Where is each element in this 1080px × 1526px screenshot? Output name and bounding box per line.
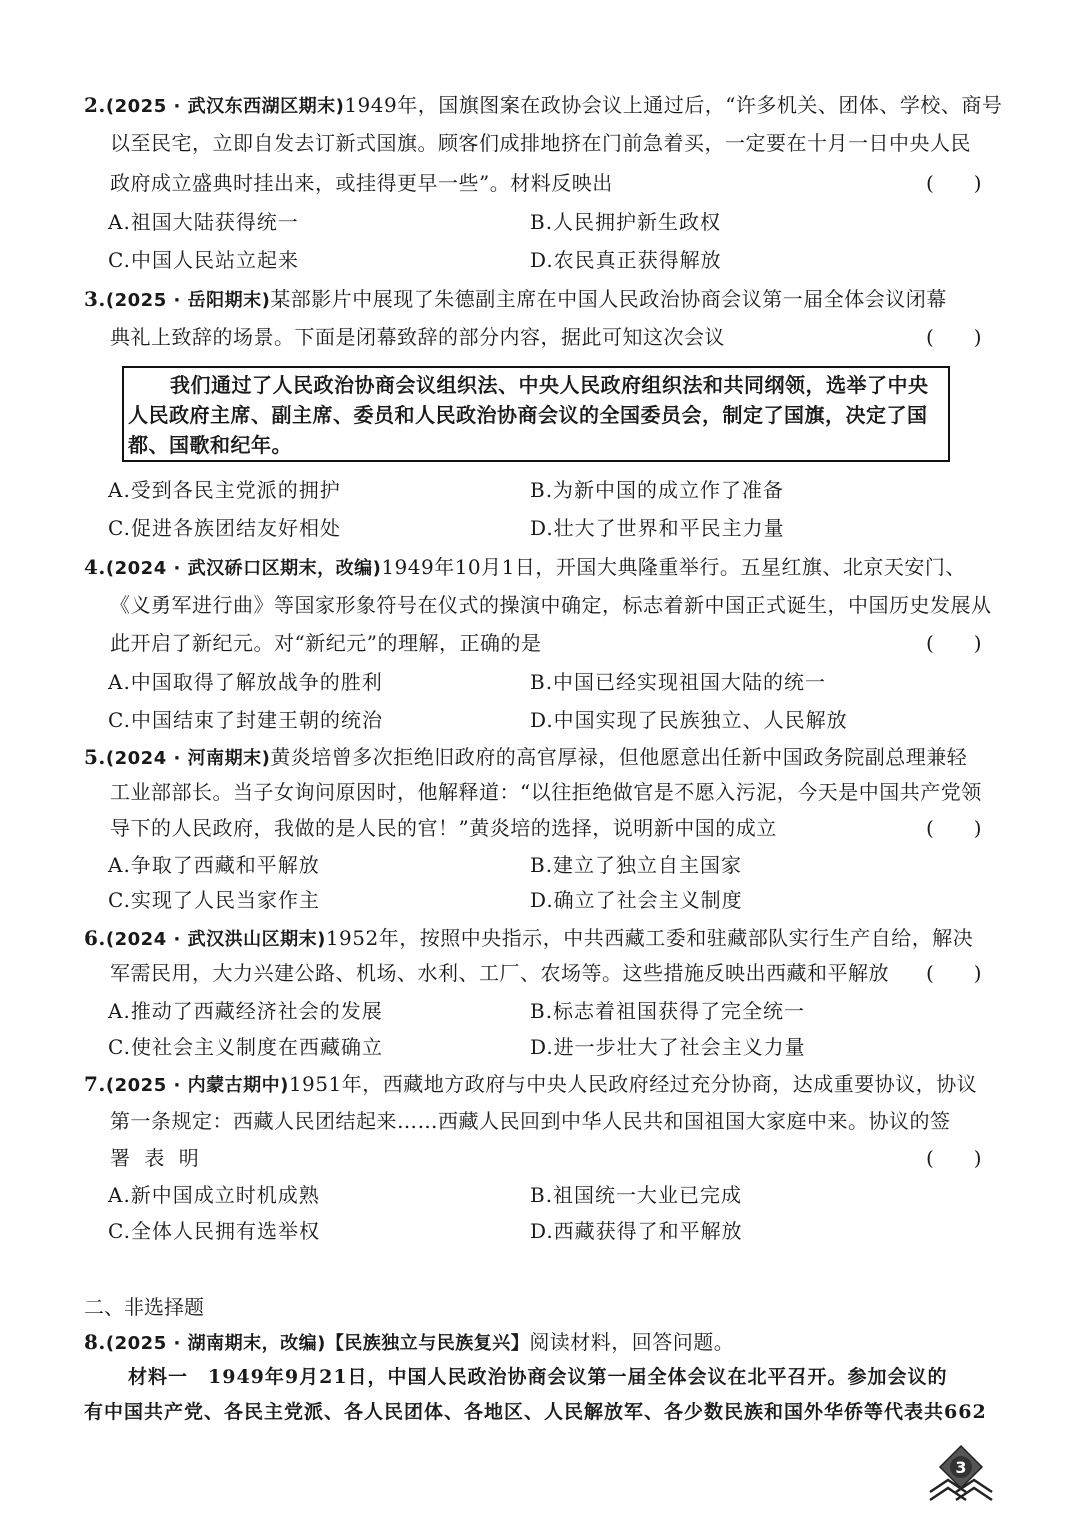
page-number-badge [926, 1440, 996, 1510]
q4-number: 4. [84, 555, 106, 579]
q5-number: 5. [84, 745, 106, 769]
q3-quote-line1: 我们通过了人民政治协商会议组织法、中央人民政府组织法和共同纲领，选举了中央 [170, 373, 929, 397]
q8-topic: 【民族独立与民族复兴】 [325, 1333, 530, 1354]
q8-source: (2025 · 湖南期末，改编) [105, 1333, 326, 1354]
q8-number: 8. [84, 1330, 106, 1354]
q3-line2: 典礼上致辞的场景。下面是闭幕致辞的部分内容，据此可知这次会议 [110, 325, 725, 349]
q7-option-a[interactable]: A.新中国成立时机成熟 [108, 1183, 320, 1207]
q7-option-b[interactable]: B.祖国统一大业已完成 [530, 1183, 743, 1207]
q2-option-c[interactable]: C.中国人民站立起来 [108, 248, 299, 272]
q5-option-b[interactable]: B.建立了独立自主国家 [530, 853, 743, 877]
q2-line1: 2.(2025 · 武汉东西湖区期末)1949年，国旗图案在政协会议上通过后，“许多机关、团体、学校、商号 [84, 93, 1003, 117]
q3-answer-blank[interactable]: ( ) [926, 325, 982, 349]
q5-line1: 5.(2024 · 河南期末)黄炎培曾多次拒绝旧政府的高官厚禄，但他愿意出任新中国政务院副总理兼轻 [84, 745, 968, 769]
q4-option-a[interactable]: A.中国取得了解放战争的胜利 [108, 670, 383, 694]
q7-line3: 署 表 明 [110, 1146, 203, 1170]
q5-option-a[interactable]: A.争取了西藏和平解放 [108, 853, 320, 877]
q4-line3: 此开启了新纪元。对“新纪元”的理解，正确的是 [110, 631, 542, 655]
q8-material1-line2: 有中国共产党、各民主党派、各人民团体、各地区、人民解放军、各少数民族和国外华侨等代表共662 [84, 1401, 987, 1423]
q4-option-b[interactable]: B.中国已经实现祖国大陆的统一 [530, 670, 827, 694]
q3-line1: 3.(2025 · 岳阳期末)某部影片中展现了朱德副主席在中国人民政治协商会议第一届全体会议闭幕 [84, 287, 947, 311]
q3-quote-line2: 人民政府主席、副主席、委员和人民政治协商会议的全国委员会，制定了国旗，决定了国 [128, 403, 928, 427]
q7-option-d[interactable]: D.西藏获得了和平解放 [530, 1219, 743, 1243]
q4-line1: 4.(2024 · 武汉硚口区期末，改编)1949年10月1日，开国大典隆重举行。五星红旗、北京天安门、 [84, 555, 966, 579]
q7-answer-blank[interactable]: ( ) [926, 1146, 982, 1170]
q5-answer-blank[interactable]: ( ) [926, 816, 982, 840]
q2-number: 2. [84, 93, 106, 117]
q8-line1: 8.(2025 · 湖南期末，改编)【民族独立与民族复兴】阅读材料，回答问题。 [84, 1330, 735, 1354]
q6-number: 6. [84, 926, 106, 950]
q2-source: (2025 · 武汉东西湖区期末) [105, 96, 345, 117]
q3-option-d[interactable]: D.壮大了世界和平民主力量 [530, 516, 785, 540]
q5-source: (2024 · 河南期末) [105, 748, 271, 769]
q2-line2: 以至民宅，立即自发去订新式国旗。顾客们成排地挤在门前急着买，一定要在十月一日中央人民 [110, 131, 971, 155]
q5-option-c[interactable]: C.实现了人民当家作主 [108, 888, 320, 912]
q3-number: 3. [84, 287, 106, 311]
q6-option-c[interactable]: C.使社会主义制度在西藏确立 [108, 1035, 383, 1059]
q5-option-d[interactable]: D.确立了社会主义制度 [530, 888, 743, 912]
q6-answer-blank[interactable]: ( ) [926, 961, 982, 985]
q6-option-d[interactable]: D.进一步壮大了社会主义力量 [530, 1035, 806, 1059]
q8-material1-line1: 材料一 1949年9月21日，中国人民政治协商会议第一届全体会议在北平召开。参加会议的 [128, 1366, 948, 1388]
q6-option-a[interactable]: A.推动了西藏经济社会的发展 [108, 999, 383, 1023]
q5-line2: 工业部部长。当子女询问原因时，他解释道：“以往拒绝做官是不愿入污泥，今天是中国共产党领 [110, 780, 982, 804]
q3-source: (2025 · 岳阳期末) [105, 290, 271, 311]
section-heading: 二、非选择题 [84, 1295, 204, 1319]
q4-source: (2024 · 武汉硚口区期末，改编) [105, 558, 382, 579]
q4-option-c[interactable]: C.中国结束了封建王朝的统治 [108, 708, 383, 732]
q7-source: (2025 · 内蒙古期中) [105, 1075, 289, 1096]
q3-option-a[interactable]: A.受到各民主党派的拥护 [108, 478, 341, 502]
page-number: 3 [955, 1458, 967, 1477]
q7-line2: 第一条规定：西藏人民团结起来……西藏人民回到中华人民共和国祖国大家庭中来。协议的签 [110, 1109, 951, 1133]
q7-option-c[interactable]: C.全体人民拥有选举权 [108, 1219, 320, 1243]
q3-option-b[interactable]: B.为新中国的成立作了准备 [530, 478, 785, 502]
q3-quote-line3: 都、国歌和纪年。 [128, 433, 292, 457]
q3-option-c[interactable]: C.促进各族团结友好相处 [108, 516, 341, 540]
q2-option-d[interactable]: D.农民真正获得解放 [530, 248, 722, 272]
q4-line2: 《义勇军进行曲》等国家形象符号在仪式的操演中确定，标志着新中国正式诞生，中国历史发展从 [110, 593, 992, 617]
q6-line1: 6.(2024 · 武汉洪山区期末)1952年，按照中央指示，中共西藏工委和驻藏部队实行生产自给，解决 [84, 926, 974, 950]
q7-line1: 7.(2025 · 内蒙古期中)1951年，西藏地方政府与中央人民政府经过充分协商，达成重要协议，协议 [84, 1072, 978, 1096]
q2-option-a[interactable]: A.祖国大陆获得统一 [108, 210, 299, 234]
q6-source: (2024 · 武汉洪山区期末) [105, 929, 326, 950]
q6-line2: 军需民用，大力兴建公路、机场、水利、工厂、农场等。这些措施反映出西藏和平解放 [110, 961, 889, 985]
q7-number: 7. [84, 1072, 106, 1096]
q5-line3: 导下的人民政府，我做的是人民的官！”黄炎培的选择，说明新中国的成立 [110, 816, 777, 840]
q4-option-d[interactable]: D.中国实现了民族独立、人民解放 [530, 708, 848, 732]
q4-answer-blank[interactable]: ( ) [926, 631, 982, 655]
q2-option-b[interactable]: B.人民拥护新生政权 [530, 210, 722, 234]
q2-answer-blank[interactable]: ( ) [926, 171, 982, 195]
q6-option-b[interactable]: B.标志着祖国获得了完全统一 [530, 999, 806, 1023]
q2-line3: 政府成立盛典时挂出来，或挂得更早一些”。材料反映出 [110, 171, 613, 195]
